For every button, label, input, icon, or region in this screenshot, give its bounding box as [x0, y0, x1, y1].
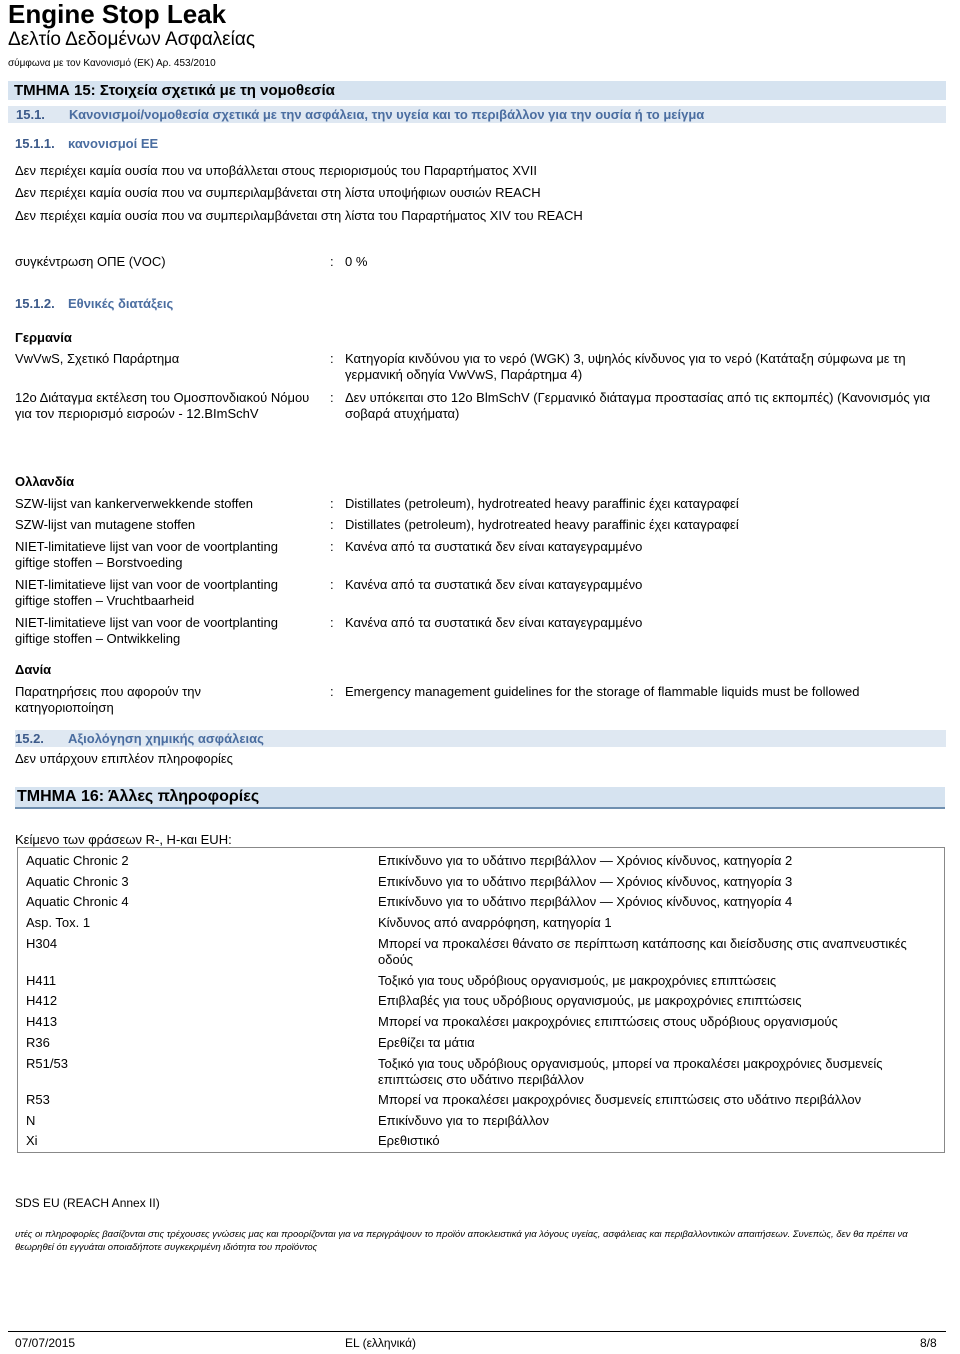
subsection-number: 15.2. — [15, 731, 44, 746]
document-title: Engine Stop Leak — [8, 0, 227, 29]
regulation-value: Δεν υπόκειται στο 12ο BlmSchV (Γερμανικό διάταγμα προστασίας από τις εκπομπές) (Κανονισμός για σοβαρά ατυχήματα) — [345, 390, 931, 421]
regulation-value: Κατηγορία κινδύνου για το νερό (WGK) 3, υψηλός κίνδυνος για το νερό (Κατάταξη σύμφωνα με τη γερμανική οδηγία VwVwS, Παράρτημα 4) — [345, 351, 906, 382]
phrase-code: H412 — [26, 993, 58, 1008]
regulation-label: NIET-limitatieve lijst van voor de voortplanting giftige stoffen – Vruchtbaarheid — [15, 577, 279, 608]
phrase-code: Aquatic Chronic 4 — [26, 894, 129, 909]
colon: : — [330, 254, 334, 269]
phrase-text: Ερεθιστικό — [378, 1133, 440, 1148]
phrase-text: Επικίνδυνο για το περιβάλλον — [378, 1113, 549, 1128]
subsection-number: 15.1. — [16, 107, 45, 122]
phrases-table — [17, 847, 945, 1153]
footer-date: 07/07/2015 — [15, 1336, 76, 1350]
voc-value: 0 % — [345, 254, 368, 269]
eu-regulation-line: Δεν περιέχει καμία ουσία που να υποβάλλεται στους περιορισμούς του Παραρτήματος XVII — [15, 163, 537, 178]
voc-label: συγκέντρωση ΟΠΕ (VOC) — [15, 254, 166, 269]
phrase-code: Aquatic Chronic 2 — [26, 853, 129, 868]
phrase-code: H413 — [26, 1014, 58, 1029]
phrase-code: R36 — [26, 1035, 50, 1050]
phrase-code: Aquatic Chronic 3 — [26, 874, 129, 889]
phrase-code: H304 — [26, 936, 58, 951]
subsection-title: κανονισμοί ΕΕ — [68, 136, 159, 151]
phrase-code: R53 — [26, 1092, 50, 1107]
phrase-code: Asp. Tox. 1 — [26, 915, 91, 930]
subsection-title: Εθνικές διατάξεις — [68, 296, 174, 311]
disclaimer-text: υτές οι πληροφορίες βασίζονται στις τρέχουσες γνώσεις μας και προορίζονται για να περιγράψουν το προϊόν αποκλειστικά για λόγους υγείας, ασφάλειας και περιβαλλοντικών απαιτήσεων. Συνεπώς, δεν θα πρέπει να θεωρηθεί ότι εγγυάται οποιαδήποτε συγκεκριμένη ιδιότητα του προϊόντος — [15, 1229, 908, 1253]
section-16-title: ΤΜΗΜΑ 16: Άλλες πληροφορίες — [15, 787, 945, 807]
country-heading-netherlands: Ολλανδία — [15, 474, 75, 489]
document-subtitle: Δελτίο Δεδομένων Ασφαλείας — [8, 29, 256, 50]
phrase-text: Ερεθίζει τα μάτια — [378, 1035, 475, 1050]
phrase-text: Τοξικό για τους υδρόβιους οργανισμούς, με μακροχρόνιες επιπτώσεις — [378, 973, 777, 988]
phrase-text: Κίνδυνος από αναρρόφηση, κατηγορία 1 — [378, 915, 612, 930]
colon: : — [330, 577, 334, 592]
colon: : — [330, 615, 334, 630]
eu-regulation-line: Δεν περιέχει καμία ουσία που να συμπεριλαμβάνεται στη λίστα του Παραρτήματος XIV του REACH — [15, 208, 583, 223]
subsection-15-2 — [15, 730, 946, 747]
colon: : — [330, 390, 334, 405]
regulation-reference: σύμφωνα με τον Κανονισμό (ΕΚ) Αρ. 453/2010 — [8, 58, 216, 69]
chemical-safety-text: Δεν υπάρχουν επιπλέον πληροφορίες — [15, 751, 233, 766]
phrase-code: R51/53 — [26, 1056, 68, 1071]
regulation-label: Παρατηρήσεις που αφορούν την κατηγοριοποίηση — [15, 684, 202, 715]
subsection-15-1 — [8, 106, 946, 123]
phrase-code: H411 — [26, 973, 57, 988]
regulation-value: Κανένα από τα συστατικά δεν είναι καταγεγραμμένο — [345, 539, 643, 554]
colon: : — [330, 517, 334, 532]
phrase-text: Επικίνδυνο για το υδάτινο περιβάλλον — Χρόνιος κίνδυνος, κατηγορία 2 — [378, 853, 793, 868]
footer-page-number: 8/8 — [920, 1336, 937, 1350]
country-heading-germany: Γερμανία — [15, 330, 72, 345]
colon: : — [330, 684, 334, 699]
colon: : — [330, 351, 334, 366]
regulation-label: NIET-limitatieve lijst van voor de voortplanting giftige stoffen – Borstvoeding — [15, 539, 279, 570]
footer-divider — [8, 1331, 946, 1332]
footer-language: EL (ελληνικά) — [345, 1336, 417, 1350]
regulation-label: SZW-lijst van kankerverwekkende stoffen — [15, 496, 253, 511]
country-heading-denmark: Δανία — [15, 662, 52, 677]
phrase-text: Επικίνδυνο για το υδάτινο περιβάλλον — Χρόνιος κίνδυνος, κατηγορία 4 — [378, 894, 793, 909]
colon: : — [330, 539, 334, 554]
phrase-text: Μπορεί να προκαλέσει θάνατο σε περίπτωση κατάποσης και διείσδυσης στις αναπνευστικές οδούς — [378, 936, 907, 967]
eu-regulation-line: Δεν περιέχει καμία ουσία που να συμπεριλαμβάνεται στη λίστα υποψήφιων ουσιών REACH — [15, 185, 541, 200]
regulation-value: Distillates (petroleum), hydrotreated heavy paraffinic έχει καταγραφεί — [345, 517, 739, 532]
phrase-text: Τοξικό για τους υδρόβιους οργανισμούς, μπορεί να προκαλέσει μακροχρόνιες δυσμενείς επιπτώσεις στο υδάτινο περιβάλλον — [378, 1056, 883, 1087]
regulation-value: Κανένα από τα συστατικά δεν είναι καταγεγραμμένο — [345, 615, 643, 630]
regulation-label: VwVwS, Σχετικό Παράρτημα — [15, 351, 180, 366]
phrase-text: Μπορεί να προκαλέσει μακροχρόνιες επιπτώσεις στους υδρόβιους οργανισμούς — [378, 1014, 838, 1029]
regulation-label: NIET-limitatieve lijst van voor de voortplanting giftige stoffen – Ontwikkeling — [15, 615, 279, 646]
regulation-value: Emergency management guidelines for the storage of flammable liquids must be followed — [345, 684, 860, 699]
regulation-value: Κανένα από τα συστατικά δεν είναι καταγεγραμμένο — [345, 577, 643, 592]
phrase-code: N — [26, 1113, 36, 1128]
phrase-text: Επιβλαβές για τους υδρόβιους οργανισμούς, με μακροχρόνιες επιπτώσεις — [378, 993, 802, 1008]
phrase-text: Επικίνδυνο για το υδάτινο περιβάλλον — Χρόνιος κίνδυνος, κατηγορία 3 — [378, 874, 793, 889]
regulation-label: 12ο Διάταγμα εκτέλεση του Ομοσπονδιακού Νόμου για τον περιορισμό εισροών - 12.BImSchV — [15, 390, 310, 421]
subsection-title: Αξιολόγηση χημικής ασφάλειας — [68, 731, 264, 746]
subsection-number: 15.1.2. — [15, 296, 55, 311]
regulation-value: Distillates (petroleum), hydrotreated heavy paraffinic έχει καταγραφεί — [345, 496, 739, 511]
subsection-number: 15.1.1. — [15, 136, 55, 151]
regulation-label: SZW-lijst van mutagene stoffen — [15, 517, 196, 532]
phrase-code: Xi — [26, 1133, 38, 1148]
phrases-caption: Κείμενο των φράσεων R-, H-και EUH: — [15, 832, 232, 847]
subsection-15-1-2 — [15, 296, 173, 311]
colon: : — [330, 496, 334, 511]
sds-format-label: SDS EU (REACH Annex II) — [15, 1196, 160, 1210]
subsection-title: Κανονισμοί/νομοθεσία σχετικά με την ασφάλεια, την υγεία και το περιβάλλον για την ουσία ή το μείγμα — [69, 107, 705, 122]
section-15-title: ΤΜΗΜΑ 15: Στοιχεία σχετικά με τη νομοθεσία — [8, 81, 946, 100]
subsection-15-1-1 — [15, 136, 158, 151]
phrase-text: Μπορεί να προκαλέσει μακροχρόνιες δυσμενείς επιπτώσεις στο υδάτινο περιβάλλον — [378, 1092, 862, 1107]
